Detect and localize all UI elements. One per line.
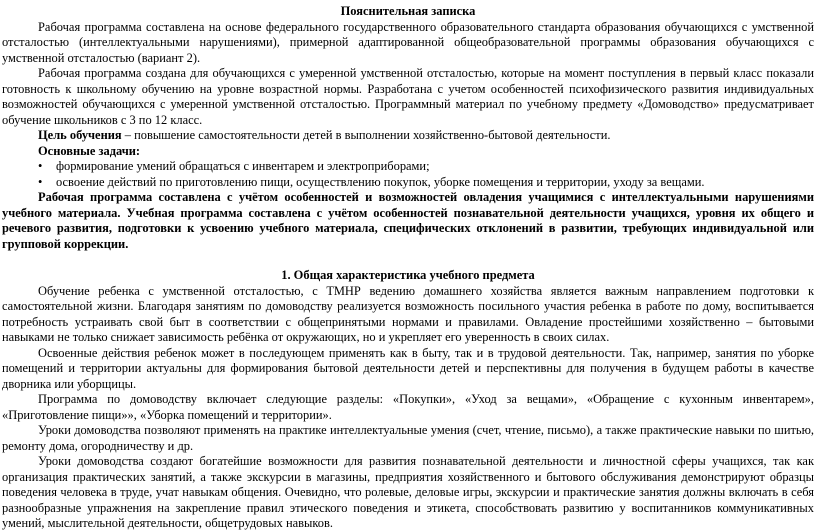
intro-paragraph-1: Рабочая программа составлена на основе федерального государственного образовательного стандарта образования обучающихся с умственной отсталостью (интеллектуальными нарушениями), примерной адаптированной общеобразовательной программы образования обучающихся с умственной отсталостью (вариант 2). — [2, 19, 814, 65]
bold-paragraph: Рабочая программа составлена с учётом особенностей и возможностей овладения учащимися с интеллектуальными нарушениями учебного материала. Учебная программа составлена с учётом особенностей познавательной деятельности учащихся, уровня их общего и речевого развития, подготовки к усвоению учебного материала, специфических отклонений в развитии, требующих индивидуальной или групповой коррекции. — [2, 190, 814, 251]
section-paragraph: Уроки домоводства создают богатейшие возможности для развития познавательной деятельности и личностной сферы учащихся, так как организация практических занятий, а также экскурсии в магазины, предприятия хозяйственного и бытового обслуживания демонстрируют образцы поведения человека в труде, учат навыкам общения. Очевидно, что ролевые, деловые игры, экскурсии и практические занятия должны включать в себя разнообразные упражнения на закрепление правил этического поведения и этикета, способствовать развитию у воспитанников коммуникативных умений, мыслительной деятельности, общетрудовых навыков. — [2, 454, 814, 530]
tasks-label: Основные задачи: — [38, 143, 141, 158]
list-item: • формирование умений обращаться с инвентарем и электроприборами; — [38, 159, 814, 175]
section-paragraph: Программа по домоводству включает следующие разделы: «Покупки», «Уход за вещами», «Обращение с кухонным инвентарем», «Приготовление пищи»», «Уборка помещений и территории». — [2, 392, 814, 422]
tasks-list — [2, 159, 814, 190]
list-item: • освоение действий по приготовлению пищи, осуществлению покупок, уборке помещения и территории, уходу за вещами. — [38, 175, 814, 191]
section-paragraph: Освоенные действия ребенок может в последующем применять как в быту, так и в трудовой деятельности. Так, например, занятия по уборке помещений и территории актуальны для формирования бытовой деятельности детей и перспективны для получения в будущем работы в качестве дворника или уборщицы. — [2, 345, 814, 391]
section-paragraph: Обучение ребенка с умственной отсталостью, с ТМНР ведению домашнего хозяйства является важным направлением подготовки к самостоятельной жизни. Благодаря занятиям по домоводству реализуется возможность посильного участия ребенка в работе по дому, воспитывается потребность устраивать свой быт в соответствии с общепринятыми нормами и правилами. Овладение простейшими хозяйственно – бытовыми навыками не только снижает зависимость ребёнка от окружающих, но и укрепляет его уверенность в своих силах. — [2, 283, 814, 344]
document-title: Пояснительная записка — [340, 4, 476, 18]
goal-text: – повышение самостоятельности детей в выполнении хозяйственно-бытовой деятельности. — [121, 128, 611, 142]
section-title: 1. Общая характеристика учебного предмета — [281, 268, 535, 282]
goal-label: Цель обучения — [38, 128, 122, 142]
section-paragraph: Уроки домоводства позволяют применять на практике интеллектуальные умения (счет, чтение, письмо), а также практические навыки по шитью, ремонту дома, огородничеству и др. — [2, 423, 814, 453]
goal-line — [2, 128, 814, 144]
intro-paragraph-2: Рабочая программа создана для обучающихся с умеренной умственной отсталостью, которые на момент поступления в первый класс показали готовность к школьному обучению на уровне возрастной нормы. Разработана с учетом особенностей психофизического развития индивидуальных возможностей обучающихся с умеренной умственной отсталостью. Программный материал по учебному предмету «Домоводство» предусматривает обучение школьников с 3 по 12 класс. — [2, 66, 814, 127]
